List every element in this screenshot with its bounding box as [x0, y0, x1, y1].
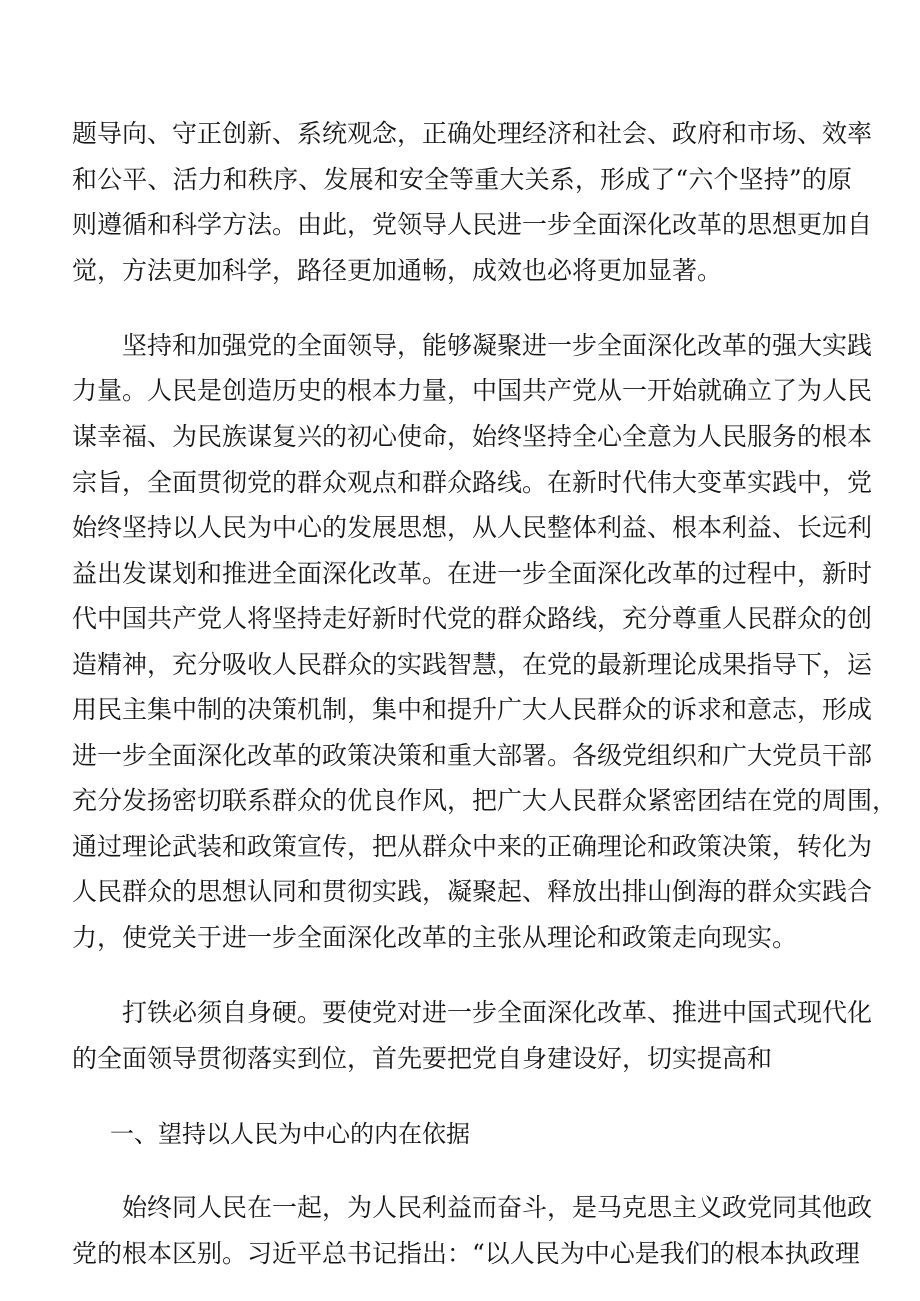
text-line: 觉，方法更加科学，路径更加通畅，成效也必将更加显著。 [72, 256, 723, 285]
text-line: 代中国共产党人将坚持走好新时代党的群众路线，充分尊重人民群众的创 [72, 604, 873, 633]
text-line: 党的根本区别。习近平总书记指出：“以人民为中心是我们的根本执政理 [72, 1239, 860, 1268]
text-line: 进一步全面深化改革的政策决策和重大部署。各级党组织和广大党员干部 [72, 741, 873, 770]
text-line: 则遵循和科学方法。由此，党领导人民进一步全面深化改革的思想更加自 [72, 210, 873, 239]
text-line: 始终同人民在一起，为人民利益而奋斗，是马克思主义政党同其他政 [122, 1193, 873, 1222]
text-line: 坚持和加强党的全面领导，能够凝聚进一步全面深化改革的强大实践 [122, 331, 873, 360]
text-line: 的全面领导贯彻落实到位，首先要把党自身建设好，切实提高和 [72, 1044, 773, 1073]
text-line: 宗旨，全面贯彻党的群众观点和群众路线。在新时代伟大变革实践中，党 [72, 468, 873, 497]
text-line: 力量。人民是创造历史的根本力量，中国共产党从一开始就确立了为人民 [72, 376, 873, 405]
section-heading: 一、望持以人民为中心的内在依据 [110, 1120, 470, 1148]
text-line: 用民主集中制的决策机制，集中和提升广大人民群众的诉求和意志，形成 [72, 695, 873, 724]
text-line: 通过理论武装和政策宣传，把从群众中来的正确理论和政策决策，转化为 [72, 832, 873, 861]
text-line: 题导向、守正创新、系统观念，正确处理经济和社会、政府和市场、效率 [72, 119, 873, 148]
text-line: 谋幸福、为民族谋复兴的初心使命，始终坚持全心全意为人民服务的根本 [72, 422, 873, 451]
text-line: 打铁必须自身硬。要使党对进一步全面深化改革、推进中国式现代化 [122, 998, 873, 1027]
text-line: 益出发谋划和推进全面深化改革。在进一步全面深化改革的过程中，新时 [72, 559, 873, 588]
text-line: 和公平、活力和秩序、发展和安全等重大关系，形成了“六个坚持”的原 [72, 165, 852, 194]
text-line: 人民群众的思想认同和贯彻实践，凝聚起、释放出排山倒海的群众实践合 [72, 877, 873, 906]
text-line: 始终坚持以人民为中心的发展思想，从人民整体利益、根本利益、长远利 [72, 513, 873, 542]
text-line: 造精神，充分吸收人民群众的实践智慧，在党的最新理论成果指导下，运 [72, 650, 873, 679]
text-line: 力，使党关于进一步全面深化改革的主张从理论和政策走向现实。 [72, 923, 798, 952]
text-line: 充分发扬密切联系群众的优良作风，把广大人民群众紧密团结在党的周围， [72, 786, 898, 815]
